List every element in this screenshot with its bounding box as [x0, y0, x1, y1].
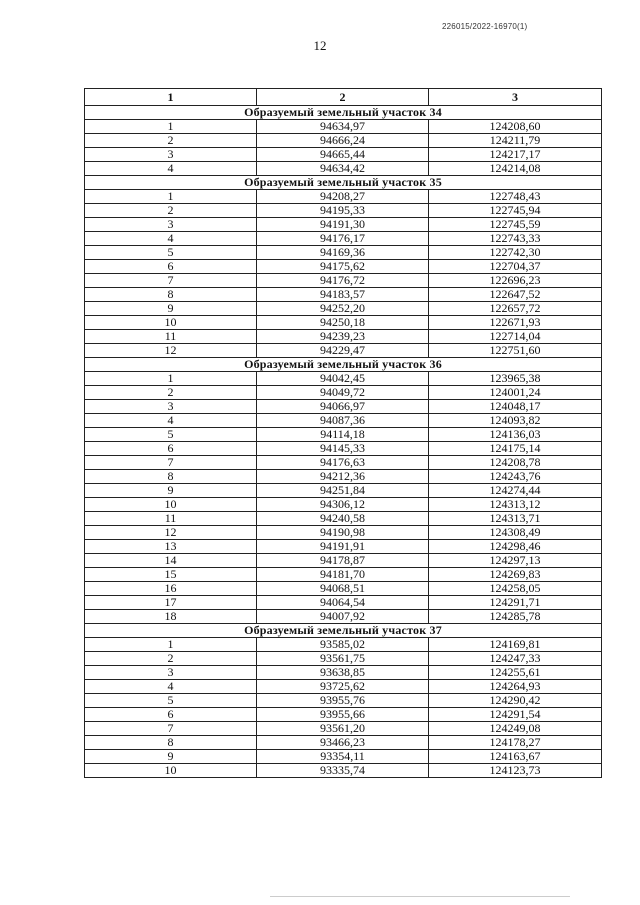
coordinate-y-cell: 124255,61: [429, 666, 602, 680]
coordinate-x-cell: 93354,11: [257, 750, 429, 764]
coordinate-y-cell: 122742,30: [429, 246, 602, 260]
coordinate-x-cell: 94252,20: [257, 302, 429, 316]
point-number-cell: 1: [85, 190, 257, 204]
table-row: [85, 498, 602, 512]
point-number-cell: 3: [85, 666, 257, 680]
table-row: [85, 526, 602, 540]
point-number-cell: 7: [85, 456, 257, 470]
coordinate-x-cell: 94176,17: [257, 232, 429, 246]
column-header-1: 1: [85, 89, 257, 106]
table-row: [85, 386, 602, 400]
coordinate-x-cell: 94175,62: [257, 260, 429, 274]
coordinate-y-cell: 124274,44: [429, 484, 602, 498]
point-number-cell: 12: [85, 344, 257, 358]
table-row: [85, 540, 602, 554]
section-title: Образуемый земельный участок 34: [85, 106, 602, 120]
point-number-cell: 3: [85, 148, 257, 162]
point-number-cell: 5: [85, 428, 257, 442]
point-number-cell: 3: [85, 218, 257, 232]
coordinate-y-cell: 122743,33: [429, 232, 602, 246]
table-row: [85, 260, 602, 274]
coordinate-y-cell: 124291,71: [429, 596, 602, 610]
coordinate-y-cell: 124211,79: [429, 134, 602, 148]
table-row: [85, 372, 602, 386]
table-row: [85, 470, 602, 484]
point-number-cell: 4: [85, 680, 257, 694]
coordinate-y-cell: 124313,12: [429, 498, 602, 512]
coordinate-y-cell: 122748,43: [429, 190, 602, 204]
point-number-cell: 6: [85, 260, 257, 274]
point-number-cell: 7: [85, 722, 257, 736]
coordinate-y-cell: 122647,52: [429, 288, 602, 302]
table-row: [85, 750, 602, 764]
section-header-row: [85, 106, 602, 120]
coordinate-x-cell: 94191,91: [257, 540, 429, 554]
point-number-cell: 13: [85, 540, 257, 554]
coordinate-y-cell: 124208,60: [429, 120, 602, 134]
coordinate-x-cell: 93561,75: [257, 652, 429, 666]
point-number-cell: 2: [85, 204, 257, 218]
coordinate-y-cell: 124285,78: [429, 610, 602, 624]
point-number-cell: 3: [85, 400, 257, 414]
coordinate-x-cell: 94114,18: [257, 428, 429, 442]
point-number-cell: 11: [85, 330, 257, 344]
table-row: [85, 582, 602, 596]
coordinate-y-cell: 124290,42: [429, 694, 602, 708]
coordinate-x-cell: 93561,20: [257, 722, 429, 736]
table-row: [85, 652, 602, 666]
coordinate-x-cell: 94191,30: [257, 218, 429, 232]
point-number-cell: 8: [85, 736, 257, 750]
coordinate-x-cell: 94183,57: [257, 288, 429, 302]
table-row: [85, 204, 602, 218]
point-number-cell: 15: [85, 568, 257, 582]
coordinate-x-cell: 94007,92: [257, 610, 429, 624]
coordinate-y-cell: 124178,27: [429, 736, 602, 750]
coordinate-y-cell: 122696,23: [429, 274, 602, 288]
coordinate-y-cell: 124264,93: [429, 680, 602, 694]
coordinate-y-cell: 122657,72: [429, 302, 602, 316]
section-title: Образуемый земельный участок 35: [85, 176, 602, 190]
point-number-cell: 16: [85, 582, 257, 596]
point-number-cell: 14: [85, 554, 257, 568]
point-number-cell: 9: [85, 484, 257, 498]
coordinate-x-cell: 94049,72: [257, 386, 429, 400]
coordinate-y-cell: 124169,81: [429, 638, 602, 652]
coordinate-x-cell: 94665,44: [257, 148, 429, 162]
table-row: [85, 680, 602, 694]
table-row: [85, 694, 602, 708]
coordinate-x-cell: 94190,98: [257, 526, 429, 540]
coordinate-x-cell: 94306,12: [257, 498, 429, 512]
table-body: [85, 106, 602, 778]
coordinate-y-cell: 124269,83: [429, 568, 602, 582]
footer-divider: [270, 896, 570, 897]
table-row: [85, 638, 602, 652]
point-number-cell: 6: [85, 442, 257, 456]
point-number-cell: 5: [85, 246, 257, 260]
table-row: [85, 316, 602, 330]
table-row: [85, 218, 602, 232]
section-header-row: [85, 358, 602, 372]
table-row: [85, 190, 602, 204]
coordinate-x-cell: 94634,42: [257, 162, 429, 176]
coordinate-y-cell: 124313,71: [429, 512, 602, 526]
coordinate-y-cell: 124123,73: [429, 764, 602, 778]
coordinate-y-cell: 124217,17: [429, 148, 602, 162]
table-row: [85, 414, 602, 428]
table-row: [85, 120, 602, 134]
section-title: Образуемый земельный участок 36: [85, 358, 602, 372]
coordinate-x-cell: 94181,70: [257, 568, 429, 582]
coordinate-y-cell: 124163,67: [429, 750, 602, 764]
coordinate-x-cell: 94240,58: [257, 512, 429, 526]
section-header-row: [85, 176, 602, 190]
coordinate-x-cell: 94178,87: [257, 554, 429, 568]
point-number-cell: 12: [85, 526, 257, 540]
table-row: [85, 666, 602, 680]
table-row: [85, 442, 602, 456]
table-row: [85, 274, 602, 288]
point-number-cell: 6: [85, 708, 257, 722]
point-number-cell: 4: [85, 162, 257, 176]
coordinate-y-cell: 122751,60: [429, 344, 602, 358]
section-title: Образуемый земельный участок 37: [85, 624, 602, 638]
coordinate-y-cell: 124291,54: [429, 708, 602, 722]
point-number-cell: 10: [85, 764, 257, 778]
point-number-cell: 5: [85, 694, 257, 708]
point-number-cell: 2: [85, 652, 257, 666]
coordinate-x-cell: 94666,24: [257, 134, 429, 148]
point-number-cell: 1: [85, 120, 257, 134]
coordinate-y-cell: 124249,08: [429, 722, 602, 736]
table-row: [85, 246, 602, 260]
point-number-cell: 18: [85, 610, 257, 624]
table-row: [85, 232, 602, 246]
point-number-cell: 10: [85, 498, 257, 512]
table-row: [85, 400, 602, 414]
table-row: [85, 330, 602, 344]
coordinate-x-cell: 94064,54: [257, 596, 429, 610]
coordinate-x-cell: 94634,97: [257, 120, 429, 134]
point-number-cell: 9: [85, 750, 257, 764]
column-header-2: 2: [257, 89, 429, 106]
point-number-cell: 7: [85, 274, 257, 288]
header-row: [85, 89, 602, 106]
coordinate-x-cell: 94068,51: [257, 582, 429, 596]
table-row: [85, 288, 602, 302]
table-row: [85, 148, 602, 162]
table-row: [85, 764, 602, 778]
coordinate-x-cell: 94176,72: [257, 274, 429, 288]
table-row: [85, 708, 602, 722]
coordinate-x-cell: 94066,97: [257, 400, 429, 414]
column-header-3: 3: [429, 89, 602, 106]
coordinate-y-cell: 124048,17: [429, 400, 602, 414]
page-number: 12: [313, 38, 327, 53]
coordinate-y-cell: 124298,46: [429, 540, 602, 554]
coordinate-x-cell: 94239,23: [257, 330, 429, 344]
coordinate-x-cell: 93638,85: [257, 666, 429, 680]
coordinate-y-cell: 122704,37: [429, 260, 602, 274]
point-number-cell: 8: [85, 288, 257, 302]
coordinate-x-cell: 93955,66: [257, 708, 429, 722]
coordinate-y-cell: 122671,93: [429, 316, 602, 330]
coordinate-x-cell: 93335,74: [257, 764, 429, 778]
coordinate-x-cell: 94195,33: [257, 204, 429, 218]
table-row: [85, 344, 602, 358]
coordinates-table: [84, 88, 602, 778]
coordinate-y-cell: 122745,59: [429, 218, 602, 232]
table-row: [85, 456, 602, 470]
coordinate-x-cell: 94176,63: [257, 456, 429, 470]
table-row: [85, 736, 602, 750]
coordinate-y-cell: 124214,08: [429, 162, 602, 176]
table-row: [85, 484, 602, 498]
point-number-cell: 1: [85, 372, 257, 386]
point-number-cell: 8: [85, 470, 257, 484]
coordinate-x-cell: 93725,62: [257, 680, 429, 694]
coordinate-x-cell: 94087,36: [257, 414, 429, 428]
coordinate-y-cell: 124093,82: [429, 414, 602, 428]
coordinate-y-cell: 124297,13: [429, 554, 602, 568]
table-row: [85, 568, 602, 582]
coordinate-x-cell: 94042,45: [257, 372, 429, 386]
coordinate-x-cell: 94145,33: [257, 442, 429, 456]
table-row: [85, 302, 602, 316]
coordinate-y-cell: 124243,76: [429, 470, 602, 484]
table-row: [85, 134, 602, 148]
coordinate-x-cell: 94251,84: [257, 484, 429, 498]
coordinate-y-cell: 124001,24: [429, 386, 602, 400]
coordinate-y-cell: 122745,94: [429, 204, 602, 218]
coordinate-x-cell: 94229,47: [257, 344, 429, 358]
coordinate-x-cell: 93466,23: [257, 736, 429, 750]
coordinate-y-cell: 124247,33: [429, 652, 602, 666]
coordinate-x-cell: 93955,76: [257, 694, 429, 708]
coordinate-x-cell: 93585,02: [257, 638, 429, 652]
point-number-cell: 4: [85, 414, 257, 428]
coordinate-y-cell: 124208,78: [429, 456, 602, 470]
coordinate-y-cell: 124136,03: [429, 428, 602, 442]
point-number-cell: 9: [85, 302, 257, 316]
coordinate-x-cell: 94212,36: [257, 470, 429, 484]
table-row: [85, 722, 602, 736]
table-row: [85, 428, 602, 442]
coordinate-x-cell: 94250,18: [257, 316, 429, 330]
document-id: 226015/2022-16970(1): [442, 22, 528, 31]
point-number-cell: 2: [85, 134, 257, 148]
coordinate-y-cell: 122714,04: [429, 330, 602, 344]
table-row: [85, 596, 602, 610]
table-row: [85, 162, 602, 176]
point-number-cell: 10: [85, 316, 257, 330]
point-number-cell: 11: [85, 512, 257, 526]
point-number-cell: 2: [85, 386, 257, 400]
point-number-cell: 17: [85, 596, 257, 610]
coordinate-y-cell: 124308,49: [429, 526, 602, 540]
coordinate-x-cell: 94208,27: [257, 190, 429, 204]
coordinate-x-cell: 94169,36: [257, 246, 429, 260]
point-number-cell: 1: [85, 638, 257, 652]
coordinate-y-cell: 124258,05: [429, 582, 602, 596]
table-row: [85, 610, 602, 624]
section-header-row: [85, 624, 602, 638]
table-row: [85, 512, 602, 526]
point-number-cell: 4: [85, 232, 257, 246]
coordinate-y-cell: 124175,14: [429, 442, 602, 456]
table-row: [85, 554, 602, 568]
coordinate-y-cell: 123965,38: [429, 372, 602, 386]
